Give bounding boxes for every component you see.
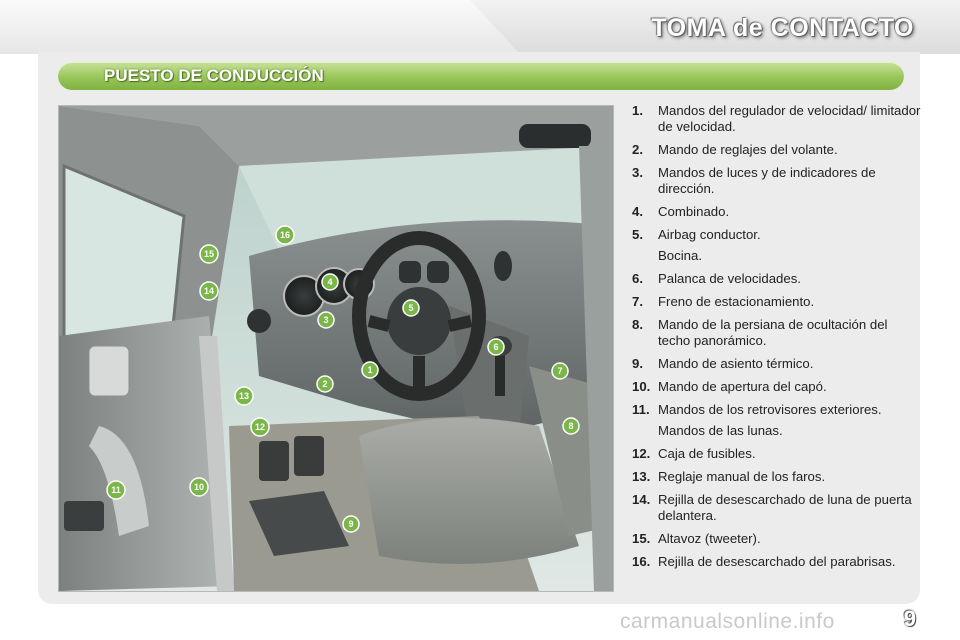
svg-text:1: 1: [367, 365, 373, 375]
legend-item-12: 12. Caja de fusibles.: [632, 446, 756, 461]
callout-6: [488, 339, 504, 355]
callout-13: [235, 387, 253, 405]
legend-item-3: 3. Mandos de luces y de indicadores de dirección.: [632, 165, 876, 196]
svg-text:10: 10: [193, 482, 205, 492]
svg-text:16: 16: [279, 230, 291, 240]
legend-item-6: 6. Palanca de velocidades.: [632, 271, 801, 286]
svg-text:13: 13: [238, 391, 250, 401]
svg-text:11: 11: [111, 485, 121, 495]
svg-text:8: 8: [568, 421, 574, 431]
callout-5: [403, 300, 419, 316]
callout-1: [362, 362, 378, 378]
callout-16: [276, 226, 294, 244]
callout-10: [190, 478, 208, 496]
callout-8: [563, 418, 579, 434]
svg-text:3: 3: [323, 315, 329, 325]
legend-item-13: 13. Reglaje manual de los faros.: [632, 469, 826, 484]
callout-12: [251, 418, 269, 436]
page-number: 9: [903, 606, 916, 631]
legend-item-11: 11. Mandos de los retrovisores exteriores.: [632, 402, 882, 417]
legend-item-15: 15. Altavoz (tweeter).: [632, 531, 761, 546]
svg-text:9: 9: [348, 519, 354, 529]
legend-item-5: 5. Airbag conductor.: [632, 227, 761, 242]
cockpit-illustration: [58, 105, 614, 592]
svg-text:2: 2: [322, 379, 328, 389]
svg-text:6: 6: [493, 342, 499, 352]
legend-item-16: 16. Rejilla de desescarchado del parabrisas.: [632, 554, 896, 569]
legend-item-8: 8. Mando de la persiana de ocultación del techo panorámico.: [632, 317, 888, 348]
legend-item-11-sub: Mandos de las lunas.: [658, 423, 783, 438]
svg-text:12: 12: [254, 422, 266, 432]
callout-2: [317, 376, 333, 392]
page-title: TOMA de CONTACTO: [651, 14, 914, 42]
legend-item-7: 7. Freno de estacionamiento.: [632, 294, 815, 309]
legend-item-10: 10. Mando de apertura del capó.: [632, 379, 827, 394]
callout-11: [107, 481, 125, 499]
svg-text:7: 7: [557, 366, 563, 376]
svg-text:5: 5: [408, 303, 414, 313]
callout-9: [343, 516, 359, 532]
legend-item-9: 9. Mando de asiento térmico.: [632, 356, 814, 371]
legend-list: [632, 103, 922, 577]
watermark: carmanualsonline.info: [620, 610, 835, 633]
callout-3: [318, 312, 334, 328]
callout-4: [322, 274, 338, 290]
legend-item-14: 14. Rejilla de desescarchado de luna de puerta delantera.: [632, 492, 912, 523]
legend-item-2: 2. Mando de reglajes del volante.: [632, 142, 838, 157]
svg-text:15: 15: [203, 249, 215, 259]
svg-text:14: 14: [203, 286, 215, 296]
callout-14: [200, 282, 218, 300]
svg-text:4: 4: [327, 277, 333, 287]
header-tab-shape: [0, 0, 520, 54]
legend-item-5-sub: Bocina.: [658, 248, 702, 263]
callout-7: [552, 363, 568, 379]
legend-item-4: 4. Combinado.: [632, 204, 730, 219]
section-title: PUESTO DE CONDUCCIÓN: [104, 66, 324, 85]
callout-15: [200, 245, 218, 263]
legend-item-1: 1. Mandos del regulador de velocidad/ limitador de velocidad.: [632, 103, 921, 134]
